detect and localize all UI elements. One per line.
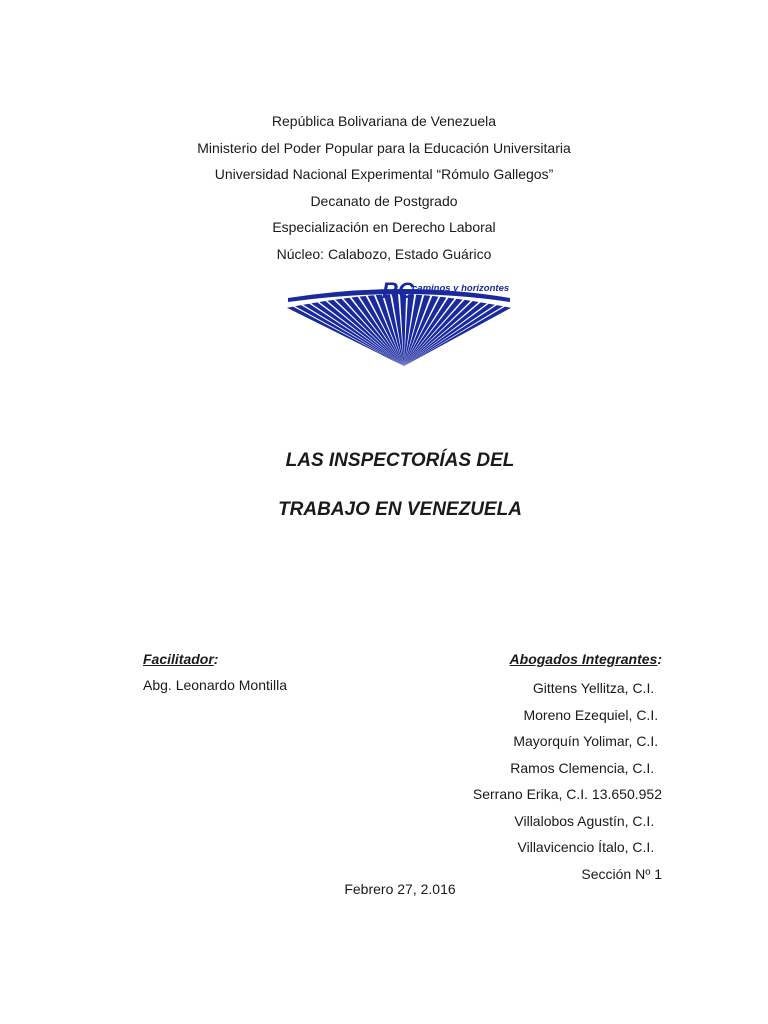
header-line-country: República Bolivariana de Venezuela xyxy=(271,113,497,129)
header-line-university: Universidad Nacional Experimental “Rómulo Gallegos” xyxy=(214,166,554,183)
member-item: Gittens Yellitza, C.I. xyxy=(532,680,662,696)
document-title-line-1: LAS INSPECTORÍAS DEL xyxy=(285,450,515,471)
logo-tagline: caminos y horizontes xyxy=(412,283,510,294)
members-label-text: Abogados Integrantes xyxy=(509,651,658,667)
university-logo xyxy=(286,276,516,368)
member-item: Serrano Erika, C.I. 13.650.952 xyxy=(472,786,662,802)
logo-monogram: RG xyxy=(382,278,415,303)
header-line-campus: Núcleo: Calabozo, Estado Guárico xyxy=(276,245,492,262)
header-line-specialization: Especialización en Derecho Laboral xyxy=(272,219,496,236)
facilitator-label-text: Facilitador xyxy=(143,651,214,667)
institution-header xyxy=(0,108,768,268)
document-date: Febrero 27, 2.016 xyxy=(344,881,456,897)
members-label xyxy=(510,651,662,667)
member-item: Moreno Ezequiel, C.I. xyxy=(523,706,662,723)
facilitator-label xyxy=(143,651,218,667)
member-item: Ramos Clemencia, C.I. xyxy=(510,759,662,776)
members-list xyxy=(473,675,662,887)
member-item: Villalobos Agustín, C.I. xyxy=(514,812,662,829)
member-item: Villavicencio Ítalo, C.I. xyxy=(517,839,662,855)
header-line-ministry: Ministerio del Poder Popular para la Educación Universitaria xyxy=(197,139,571,156)
document-title-line-2: TRABAJO EN VENEZUELA xyxy=(278,499,522,520)
header-line-deanery: Decanato de Postgrado xyxy=(310,192,458,209)
members-label-colon: : xyxy=(657,651,662,667)
member-item: Mayorquín Yolimar, C.I. xyxy=(513,733,662,749)
section-number: Sección Nº 1 xyxy=(581,865,662,882)
facilitator-label-colon: : xyxy=(213,651,219,667)
facilitator-name: Abg. Leonardo Montilla xyxy=(143,677,287,693)
